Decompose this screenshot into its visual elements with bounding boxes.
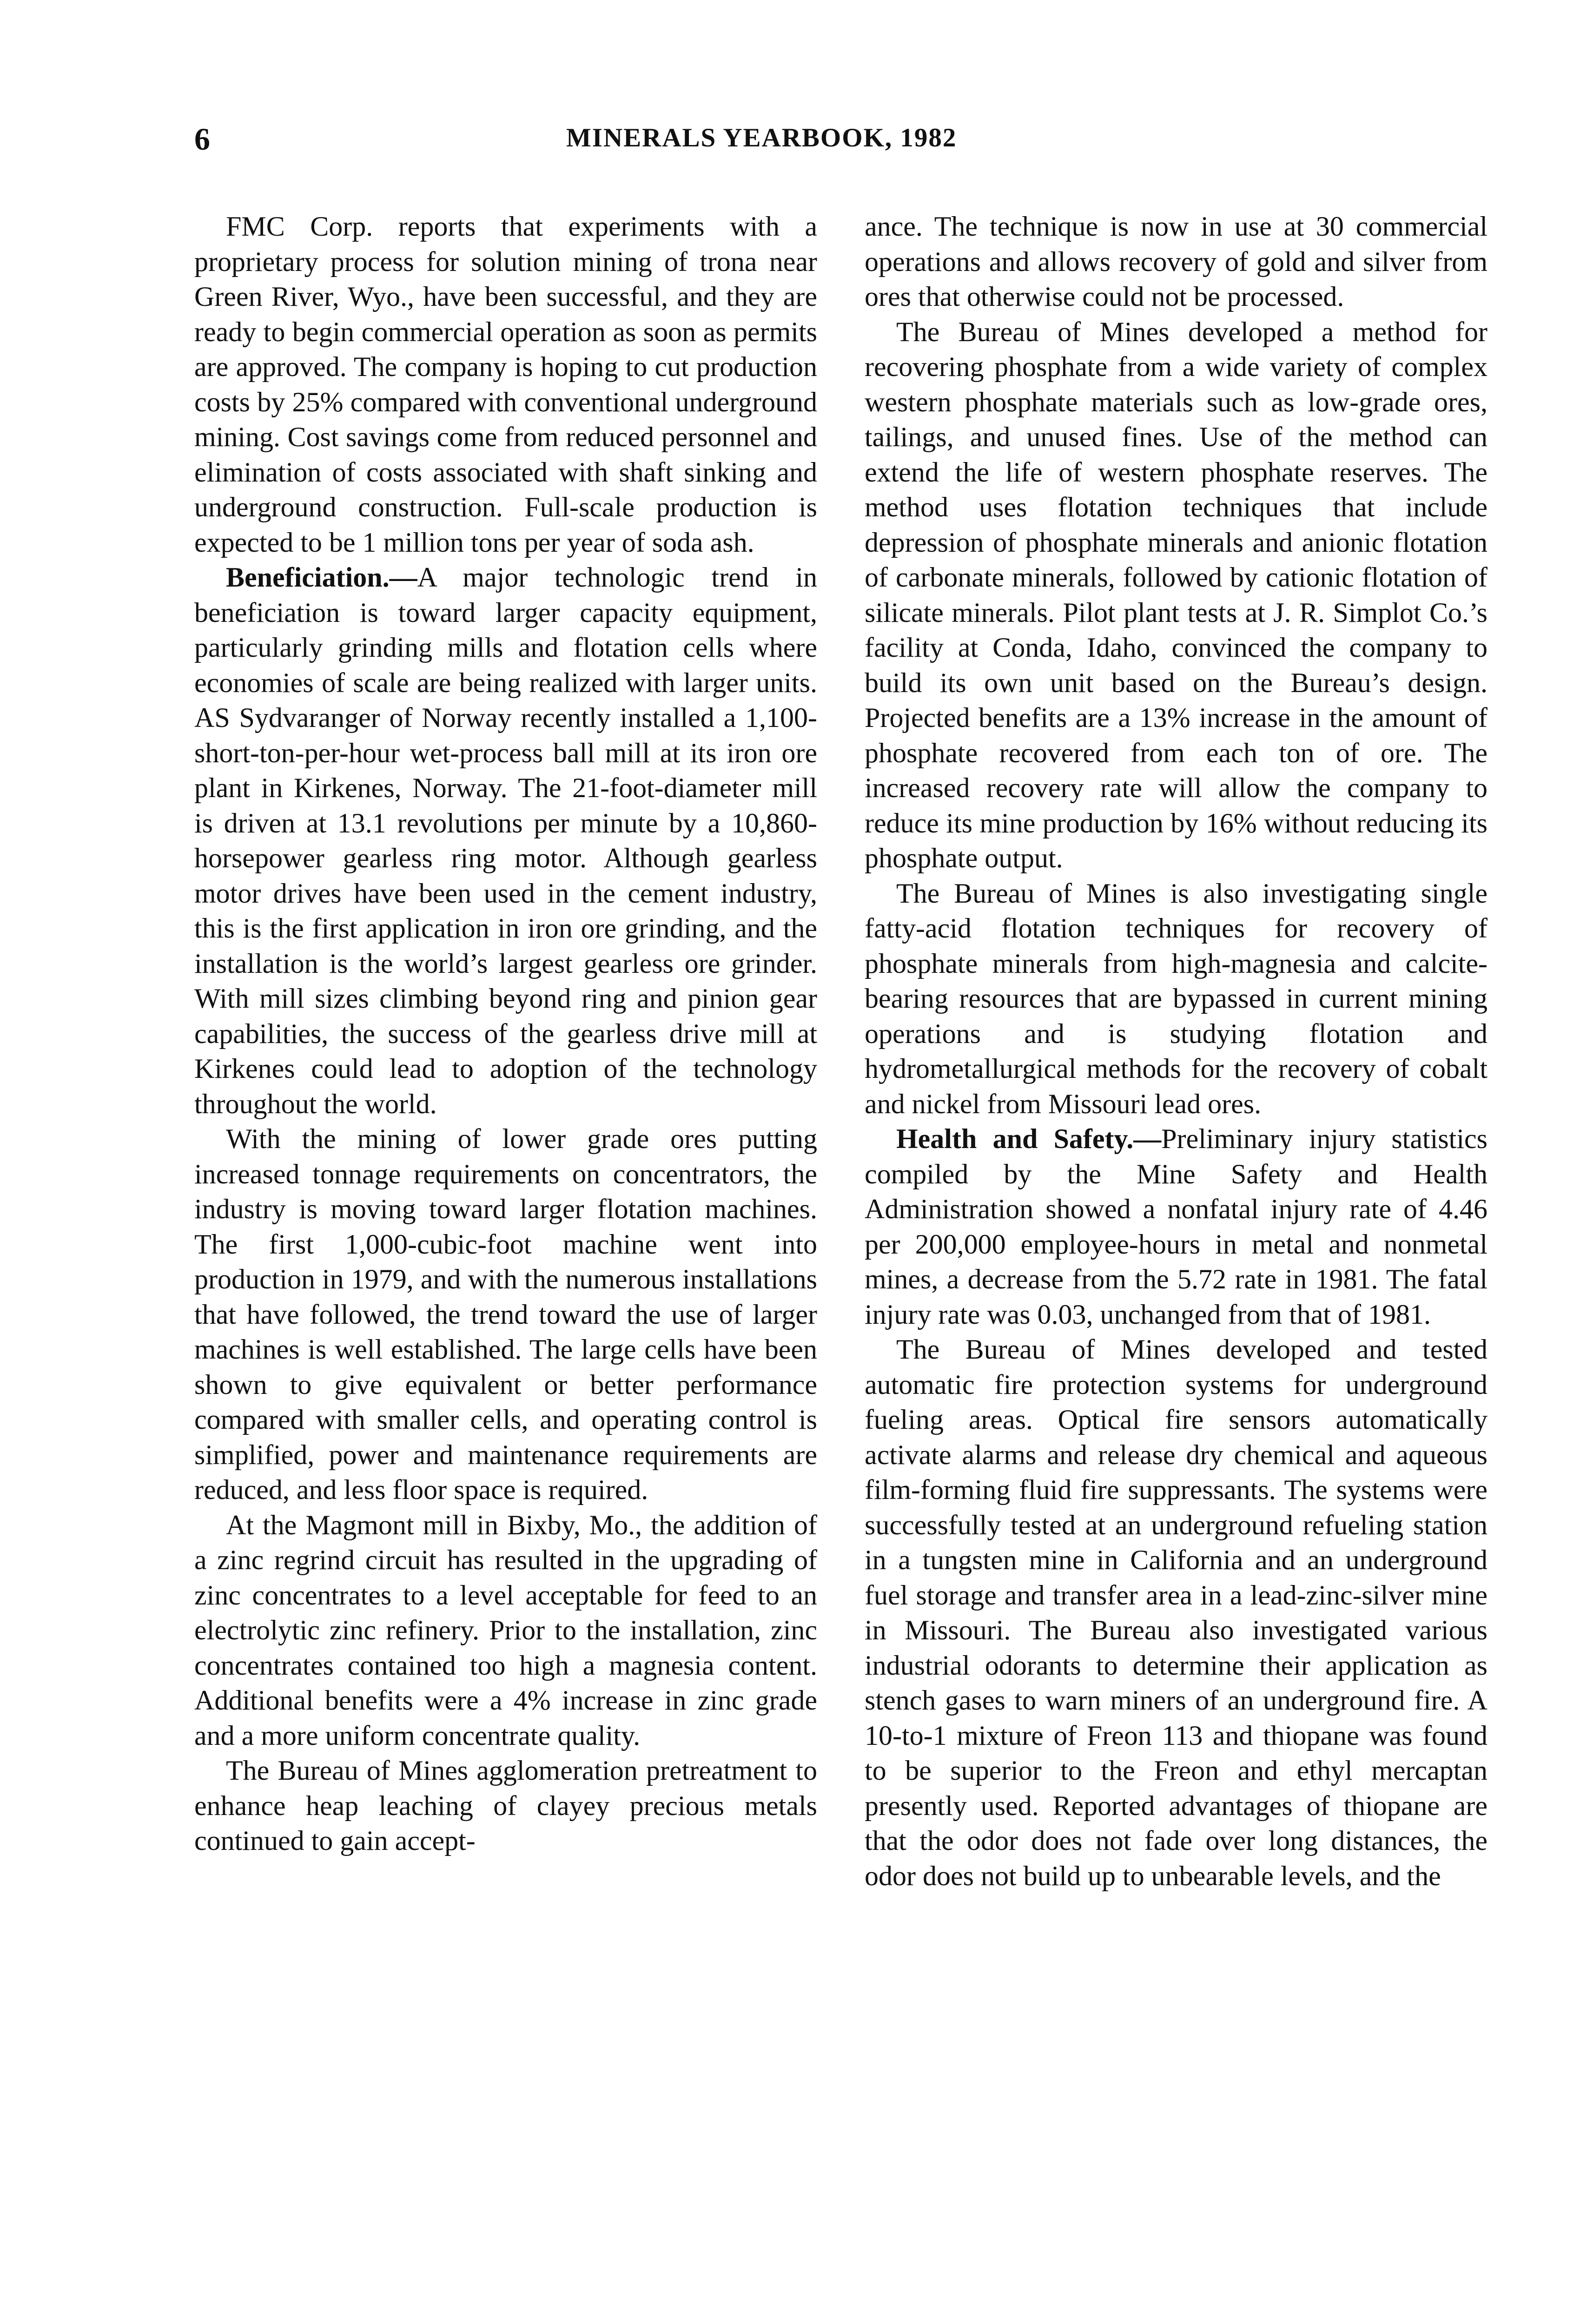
paragraph-magmont-mill: At the Magmont mill in Bixby, Mo., the addition of a zinc regrind circuit has resulted in the upgrading of zinc concentrates to a level acceptable for feed to an electrolytic zinc refinery. Prior to the installation, zinc concentrates contained too high a magnesia content. Additional benefits were a 4% increase in zinc grade and a more uniform concentrate quality. xyxy=(194,1509,817,1751)
section-heading-beneficiation: Beneficiation.— xyxy=(226,562,417,593)
paragraph-beneficiation xyxy=(194,560,817,1122)
paragraph-agglomeration-continued: ance. The technique is now in use at 30 commercial operations and allows recovery of gold and silver from ores that otherwise could not be processed. xyxy=(865,211,1487,312)
paragraph-fire-protection: The Bureau of Mines developed and tested automatic fire protection systems for underground fueling areas. Optical fire sensors automatically activate alarms and release dry chemical and aqueous film-forming fluid fire suppressants. The systems were successfully tested at an underground refueling station in a tungsten mine in California and an underground fuel storage and transfer area in a lead-zinc-silver mine in Missouri. The Bureau also investigated various industrial odorants to determine their application as stench gases to warn miners of an underground fire. A 10-to-1 mixture of Freon 113 and thiopane was found to be superior to the Freon and ethyl mercaptan presently used. Reported advantages of thiopane are that the odor does not fade over long distances, the odor does not build up to unbearable levels, and the xyxy=(865,1334,1487,1891)
running-title: MINERALS YEARBOOK, 1982 xyxy=(566,123,957,152)
page-number: 6 xyxy=(194,121,210,157)
paragraph-solution-mining: FMC Corp. reports that experiments with a proprietary process for solution mining of trona near Green River, Wyo., have been successful, and they are ready to begin commercial operation as soon as permits are approved. The company is hoping to cut production costs by 25% compared with conventional underground mining. Cost savings come from reduced personnel and elimination of costs associated with shaft sinking and underground construction. Full-scale production is expected to be 1 million tons per year of soda ash. xyxy=(194,211,817,558)
right-column xyxy=(865,209,1487,1894)
left-column xyxy=(194,209,817,1859)
paragraph-health-safety-text: Preliminary injury statistics compiled by the Mine Safety and Health Administration showed a nonfatal injury rate of 4.46 per 200,000 employee-hours in metal and nonmetal mines, a decrease from the 5.72 rate in 1981. The fatal injury rate was 0.03, unchanged from that of 1981. xyxy=(865,1123,1487,1330)
paragraph-health-safety xyxy=(865,1122,1487,1332)
paragraph-beneficiation-text: A major technologic trend in beneficiation is toward larger capacity equipment, particularly grinding mills and flotation cells where economies of scale are being realized with larger units. AS Sydvaranger of Norway recently installed a 1,100-short-ton-per-hour wet-process ball mill at its iron ore plant in Kirkenes, Norway. The 21-foot-diameter mill is driven at 13.1 revolutions per minute by a 10,860-horsepower gearless ring motor. Although gearless motor drives have been used in the cement industry, this is the first application in iron ore grinding, and the installation is the world’s largest gearless ore grinder. With mill sizes climbing beyond ring and pinion gear capabilities, the success of the gearless drive mill at Kirkenes could lead to adoption of the technology throughout the world. xyxy=(194,562,817,1119)
section-heading-health-safety: Health and Safety.— xyxy=(896,1123,1162,1154)
paragraph-phosphate-method: The Bureau of Mines developed a method for recovering phosphate from a wide variety of complex western phosphate materials such as low-grade ores, tailings, and unused fines. Use of the method can extend the life of western phosphate reserves. The method uses flotation techniques that include depression of phosphate minerals and anionic flotation of carbonate minerals, followed by cationic flotation of silicate minerals. Pilot plant tests at J. R. Simplot Co.’s facility at Conda, Idaho, convinced the company to build its own unit based on the Bureau’s design. Projected benefits are a 13% increase in the amount of phosphate recovered from each ton of ore. The increased recovery rate will allow the company to reduce its mine production by 16% without reducing its phosphate output. xyxy=(865,316,1487,873)
paragraph-agglomeration: The Bureau of Mines agglomeration pretreatment to enhance heap leaching of clayey precious metals continued to gain accept- xyxy=(194,1755,817,1856)
paragraph-flotation-machines: With the mining of lower grade ores putting increased tonnage requirements on concentrators, the industry is moving toward larger flotation machines. The first 1,000-cubic-foot machine went into production in 1979, and with the numerous installations that have followed, the trend toward the use of larger machines is well established. The large cells have been shown to give equivalent or better performance compared with smaller cells, and operating control is simplified, power and maintenance requirements are reduced, and less floor space is required. xyxy=(194,1123,817,1505)
paragraph-fatty-acid-flotation: The Bureau of Mines is also investigating single fatty-acid flotation techniques for recovery of phosphate minerals from high-magnesia and calcite-bearing resources that are bypassed in current mining operations and is studying flotation and hydrometallurgical methods for the recovery of cobalt and nickel from Missouri lead ores. xyxy=(865,878,1487,1119)
page-header xyxy=(0,121,1580,163)
